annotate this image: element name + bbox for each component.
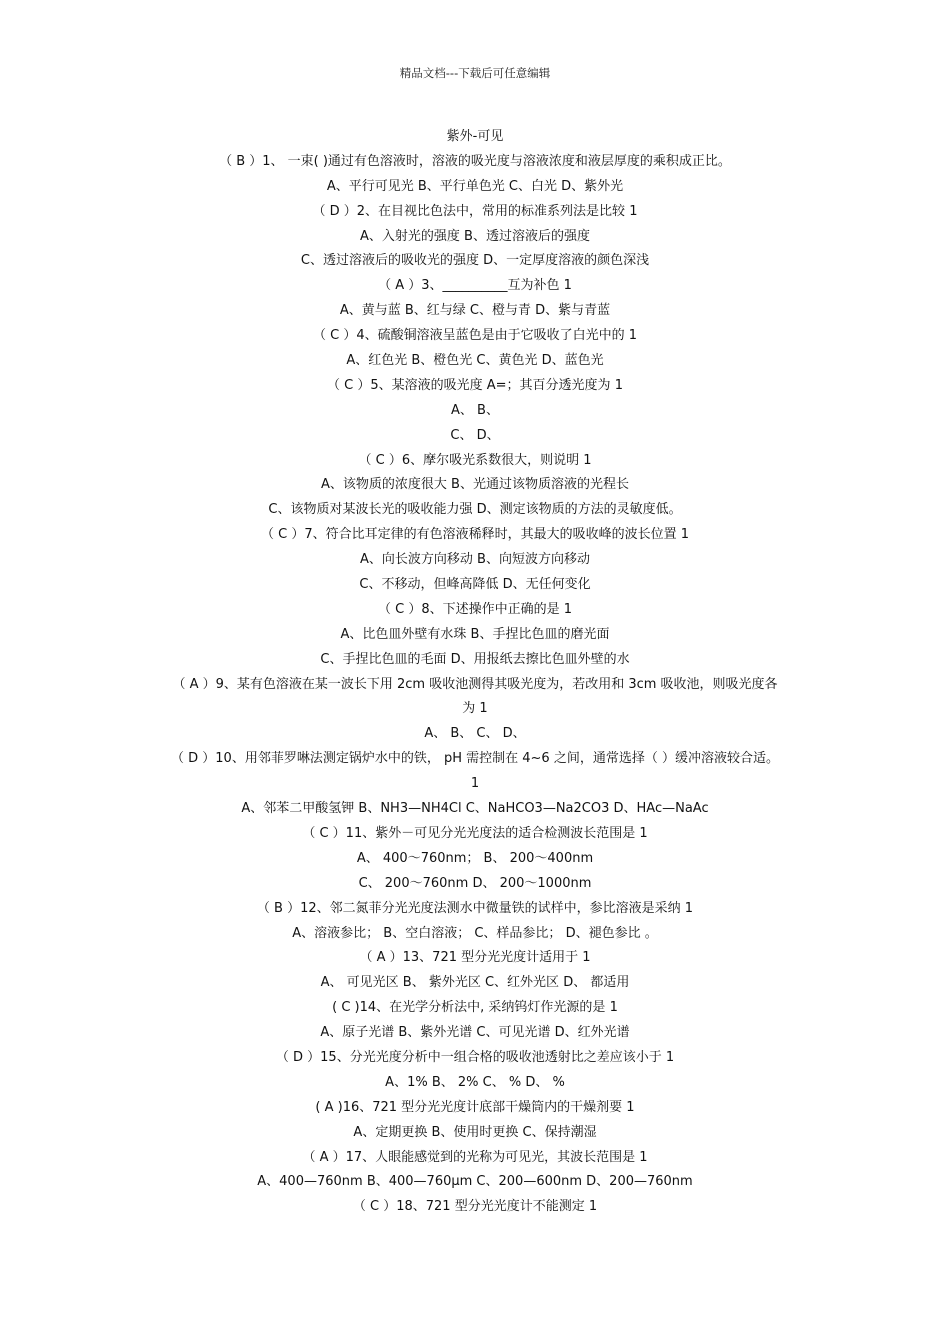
- question-17-options: A、400—760nm B、400—760μm C、200—600nm D、200—760nm: [257, 1174, 693, 1190]
- question-6-options-cd: C、该物质对某波长光的吸收能力强 D、测定该物质的方法的灵敏度低。: [268, 502, 682, 518]
- question-3-options: A、黄与蓝 B、红与绿 C、橙与青 D、紫与青蓝: [339, 303, 611, 319]
- question-2-options-cd: C、透过溶液后的吸收光的强度 D、一定厚度溶液的颜色深浅: [300, 253, 650, 269]
- question-8: （ C ）8、下述操作中正确的是 1: [377, 601, 573, 617]
- question-5-options-cd: C、 D、: [450, 427, 500, 443]
- question-6-options-ab: A、该物质的浓度很大 B、光通过该物质溶液的光程长: [321, 477, 629, 493]
- question-5-options-ab: A、 B、: [451, 402, 499, 418]
- question-11-options-cd: C、 200～760nm D、 200～1000nm: [358, 875, 592, 891]
- question-4-options: A、红色光 B、橙色光 C、黄色光 D、蓝色光: [346, 353, 604, 369]
- question-7-options-ab: A、向长波方向移动 B、向短波方向移动: [360, 552, 590, 568]
- question-9-continued: 为 1: [462, 701, 488, 717]
- question-2: （ D ）2、在目视比色法中，常用的标准系列法是比较 1: [312, 203, 638, 219]
- question-12: （ B ）12、邻二氮菲分光光度法测水中微量铁的试样中，参比溶液是采纳 1: [256, 900, 694, 916]
- question-5: （ C ）5、某溶液的吸光度 A=；其百分透光度为 1: [327, 377, 623, 393]
- question-16-options: A、定期更换 B、使用时更换 C、保持潮湿: [353, 1124, 597, 1140]
- page-header: 精品文档---下载后可任意编辑: [399, 66, 551, 80]
- question-9: （ A ）9、某有色溶液在某一波长下用 2cm 吸收池测得其吸光度为，若改用和 3cm 吸收池，则吸光度各: [172, 676, 778, 692]
- question-10-options: A、邻苯二甲酸氢钾 B、NH3—NH4Cl C、NaHCO3—Na2CO3 D、HAc—NaAc: [241, 801, 709, 817]
- question-8-options-cd: C、手捏比色皿的毛面 D、用报纸去擦比色皿外壁的水: [320, 651, 630, 667]
- question-12-options: A、溶液参比； B、空白溶液； C、样品参比； D、褪色参比 。: [292, 925, 658, 941]
- question-2-options-ab: A、入射光的强度 B、透过溶液后的强度: [360, 228, 590, 244]
- question-9-options: A、 B、 C、 D、: [424, 726, 526, 742]
- question-1-options: A、平行可见光 B、平行单色光 C、白光 D、紫外光: [326, 178, 624, 194]
- question-7-options-cd: C、不移动，但峰高降低 D、无任何变化: [359, 577, 591, 593]
- question-3: （ A ）3、__________互为补色 1: [378, 278, 572, 294]
- question-13-options: A、 可见光区 B、 紫外光区 C、红外光区 D、 都适用: [320, 975, 630, 991]
- question-11: （ C ）11、紫外－可见分光光度法的适合检测波长范围是 1: [302, 825, 648, 841]
- question-14-options: A、原子光谱 B、紫外光谱 C、可见光谱 D、红外光谱: [320, 1025, 630, 1041]
- question-18: （ C ）18、721 型分光光度计不能测定 1: [352, 1199, 598, 1215]
- question-11-options-ab: A、 400～760nm； B、 200～400nm: [356, 850, 594, 866]
- question-16: ( A )16、721 型分光光度计底部干燥筒内的干燥剂要 1: [315, 1099, 635, 1115]
- question-4: （ C ）4、硫酸铜溶液呈蓝色是由于它吸收了白光中的 1: [312, 328, 638, 344]
- question-13: （ A ）13、721 型分光光度计适用于 1: [359, 950, 591, 966]
- question-10: （ D ）10、用邻菲罗啉法测定锅炉水中的铁， pH 需控制在 4~6 之间，通常选择（ ）缓冲溶液较合适。: [171, 751, 779, 767]
- document-body: [145, 125, 805, 1220]
- question-6: （ C ）6、摩尔吸光系数很大，则说明 1: [358, 452, 592, 468]
- question-17: （ A ）17、人眼能感觉到的光称为可见光，其波长范围是 1: [302, 1149, 648, 1165]
- question-8-options-ab: A、比色皿外壁有水珠 B、手捏比色皿的磨光面: [340, 626, 610, 642]
- question-14: ( C )14、在光学分析法中, 采纳钨灯作光源的是 1: [332, 1000, 618, 1016]
- question-1: （ B ）1、 一束( )通过有色溶液时，溶液的吸光度与溶液浓度和液层厚度的乘积成正比。: [219, 153, 731, 169]
- section-title: 紫外-可见: [446, 129, 504, 144]
- question-10-continued: 1: [470, 776, 480, 792]
- question-15: （ D ）15、分光光度分析中一组合格的吸收池透射比之差应该小于 1: [275, 1049, 675, 1065]
- question-7: （ C ）7、符合比耳定律的有色溶液稀释时，其最大的吸收峰的波长位置 1: [260, 527, 690, 543]
- question-15-options: A、1% B、 2% C、 % D、 %: [385, 1074, 565, 1090]
